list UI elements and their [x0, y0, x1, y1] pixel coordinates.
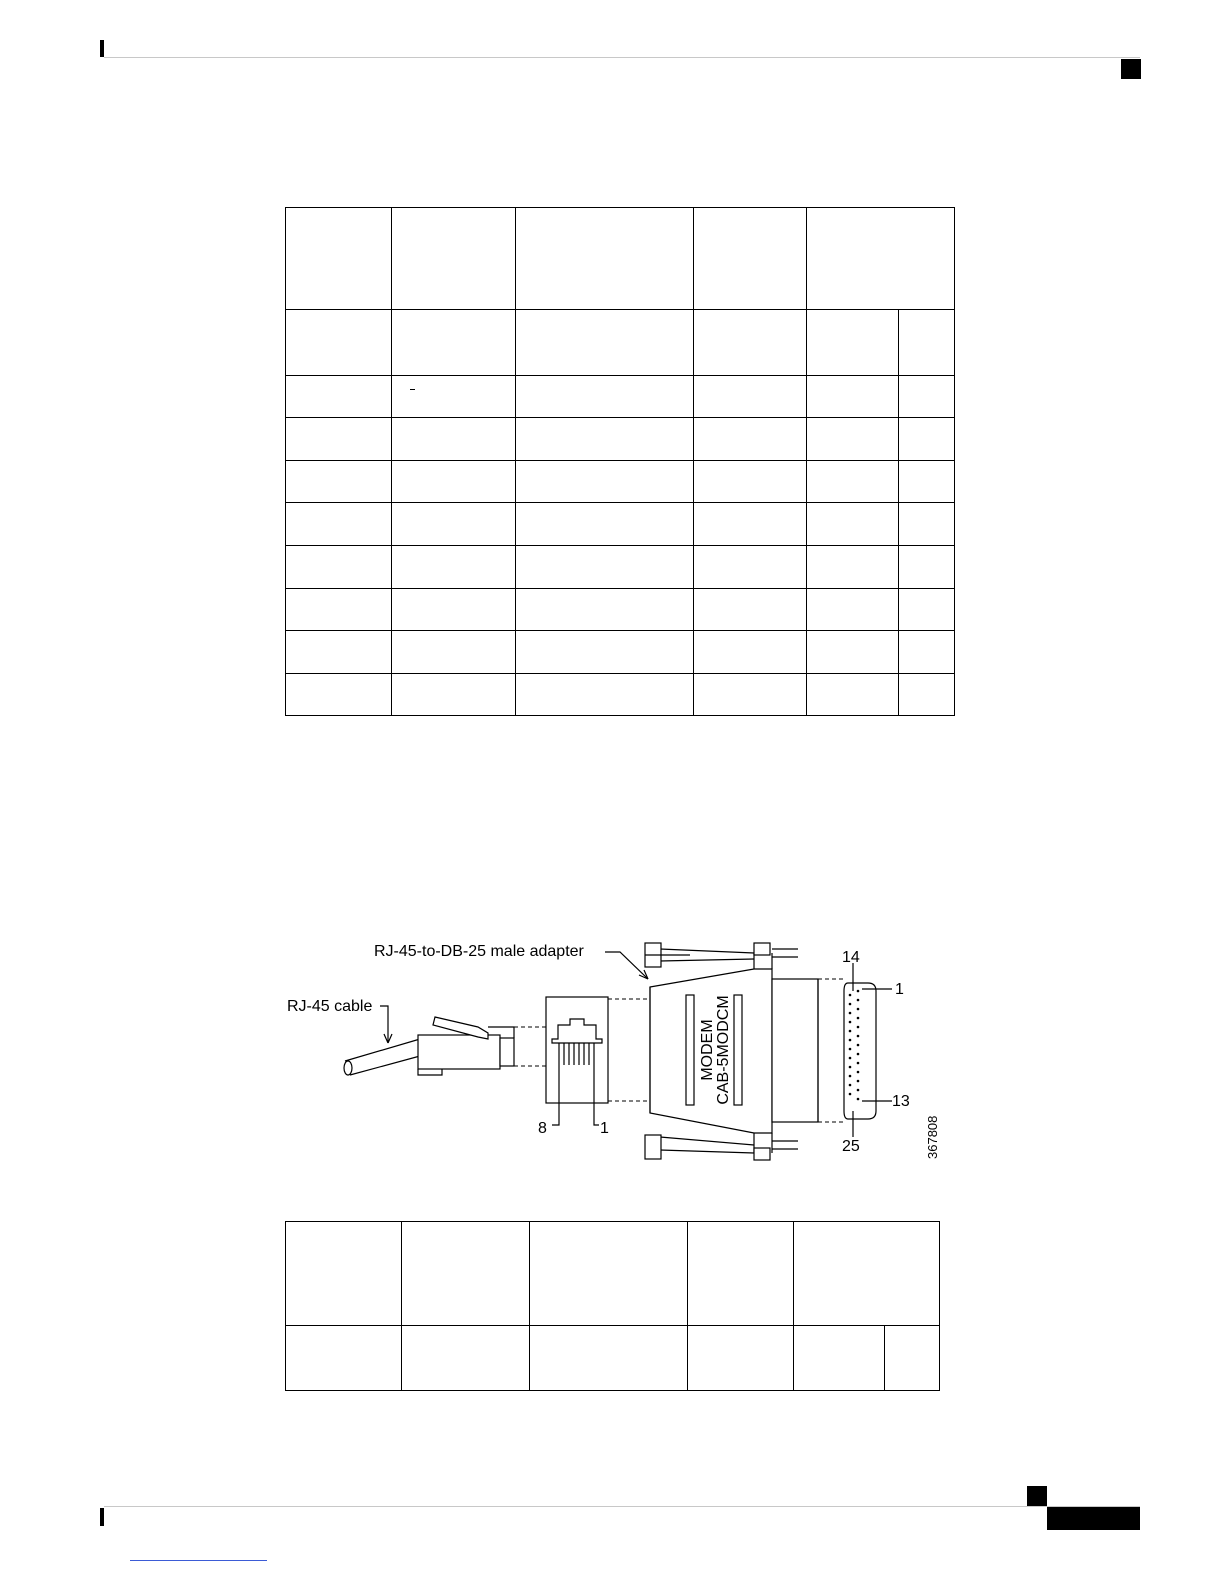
table-cell: [516, 674, 694, 716]
footer-page-tab: [1047, 1507, 1140, 1530]
table-cell: [794, 1222, 940, 1326]
table-cell: [807, 503, 899, 546]
table-cell: [688, 1222, 794, 1326]
table-cell: [286, 1222, 402, 1326]
table-cell: [286, 418, 392, 461]
table-cell: [694, 589, 807, 631]
rj45-pin-8-label: 8: [538, 1120, 547, 1137]
footer-link-underline[interactable]: [130, 1560, 267, 1561]
table-cell: [286, 631, 392, 674]
table-cell: [286, 1326, 402, 1391]
table-cell: [516, 546, 694, 589]
table-cell: [392, 674, 516, 716]
header-rule: [104, 57, 1140, 58]
table-cell: [286, 589, 392, 631]
table-row: [286, 589, 955, 631]
table-subheader-row: [286, 1326, 940, 1391]
table-cell: [807, 418, 899, 461]
table-cell: [516, 589, 694, 631]
table-cell: [402, 1222, 530, 1326]
table-cell: [516, 461, 694, 503]
table-row: [286, 631, 955, 674]
table-cell: [899, 376, 955, 418]
table-row: [286, 418, 955, 461]
table-cell: [899, 503, 955, 546]
header-corner-block: [1121, 59, 1141, 79]
table-cell: [807, 461, 899, 503]
table-cell: [516, 631, 694, 674]
table-cell: [392, 461, 516, 503]
table-cell: [286, 674, 392, 716]
cable-callout: RJ-45 cable: [287, 998, 373, 1015]
table-cell: [392, 208, 516, 310]
table-cell: [899, 310, 955, 376]
table-cell: [392, 418, 516, 461]
table-cell: [899, 674, 955, 716]
table-cell: [392, 310, 516, 376]
table-cell: [286, 208, 392, 310]
table-header-row: [286, 208, 955, 310]
adapter-label-line1: MODEM: [699, 1019, 716, 1081]
table-cell: [402, 1326, 530, 1391]
db25-pin-face-drawing: [844, 983, 876, 1119]
table-row: [286, 503, 955, 546]
table-cell: [899, 631, 955, 674]
table-cell: [694, 208, 807, 310]
table-cell: [286, 546, 392, 589]
table-subheader-row: [286, 310, 955, 376]
table-cell: [807, 208, 955, 310]
table-cell: [694, 461, 807, 503]
table-cell: [807, 376, 899, 418]
table-cell: [392, 503, 516, 546]
table-cell: [392, 376, 516, 418]
db25-pin-1-label: 1: [895, 981, 904, 998]
table-cell: [392, 546, 516, 589]
table-cell: [694, 310, 807, 376]
table-cell: [807, 631, 899, 674]
db25-pin-25-label: 25: [842, 1138, 860, 1155]
header-marker: [100, 40, 104, 57]
adapter-label-line2: CAB-5MODCM: [715, 995, 732, 1105]
table-row: [286, 674, 955, 716]
table-cell: [694, 631, 807, 674]
table-cell: [286, 310, 392, 376]
table-cell: [807, 546, 899, 589]
db25-pin-14-label: 14: [842, 949, 860, 966]
table-cell: [392, 589, 516, 631]
table-cell: [794, 1326, 885, 1391]
table-cell: [286, 461, 392, 503]
table-cell: [530, 1222, 688, 1326]
pinout-table-1: [285, 207, 955, 716]
footer-marker: [100, 1508, 104, 1526]
table-cell: [516, 376, 694, 418]
rj45-pin-1-label: 1: [600, 1120, 609, 1137]
table-cell: [516, 418, 694, 461]
table-cell: [694, 546, 807, 589]
table-cell: [694, 418, 807, 461]
footnote-mark: [410, 389, 415, 390]
table-cell: [694, 503, 807, 546]
rj45-plug-drawing: [344, 1017, 514, 1075]
table-cell: [694, 674, 807, 716]
adapter-callout: RJ-45-to-DB-25 male adapter: [374, 943, 584, 960]
footer-corner-block: [1027, 1486, 1047, 1506]
table-cell: [899, 546, 955, 589]
table-cell: [899, 589, 955, 631]
table-header-row: [286, 1222, 940, 1326]
adapter-illustration: [270, 935, 960, 1170]
db25-pin-13-label: 13: [892, 1093, 910, 1110]
table-cell: [807, 589, 899, 631]
table-cell: [807, 310, 899, 376]
table-cell: [885, 1326, 940, 1391]
table-row: [286, 461, 955, 503]
rj45-jack-drawing: [546, 997, 608, 1125]
table-cell: [286, 503, 392, 546]
table-cell: [286, 376, 392, 418]
table-cell: [392, 631, 516, 674]
pinout-table-2: [285, 1221, 940, 1391]
table-row: [286, 546, 955, 589]
table-row: [286, 376, 955, 418]
table-cell: [516, 310, 694, 376]
table-cell: [688, 1326, 794, 1391]
table-cell: [516, 503, 694, 546]
figure-id: 367808: [925, 1115, 940, 1159]
table-cell: [694, 376, 807, 418]
table-cell: [807, 674, 899, 716]
table-cell: [516, 208, 694, 310]
footer-rule: [104, 1506, 1140, 1507]
table-cell: [899, 418, 955, 461]
table-cell: [530, 1326, 688, 1391]
table-cell: [899, 461, 955, 503]
